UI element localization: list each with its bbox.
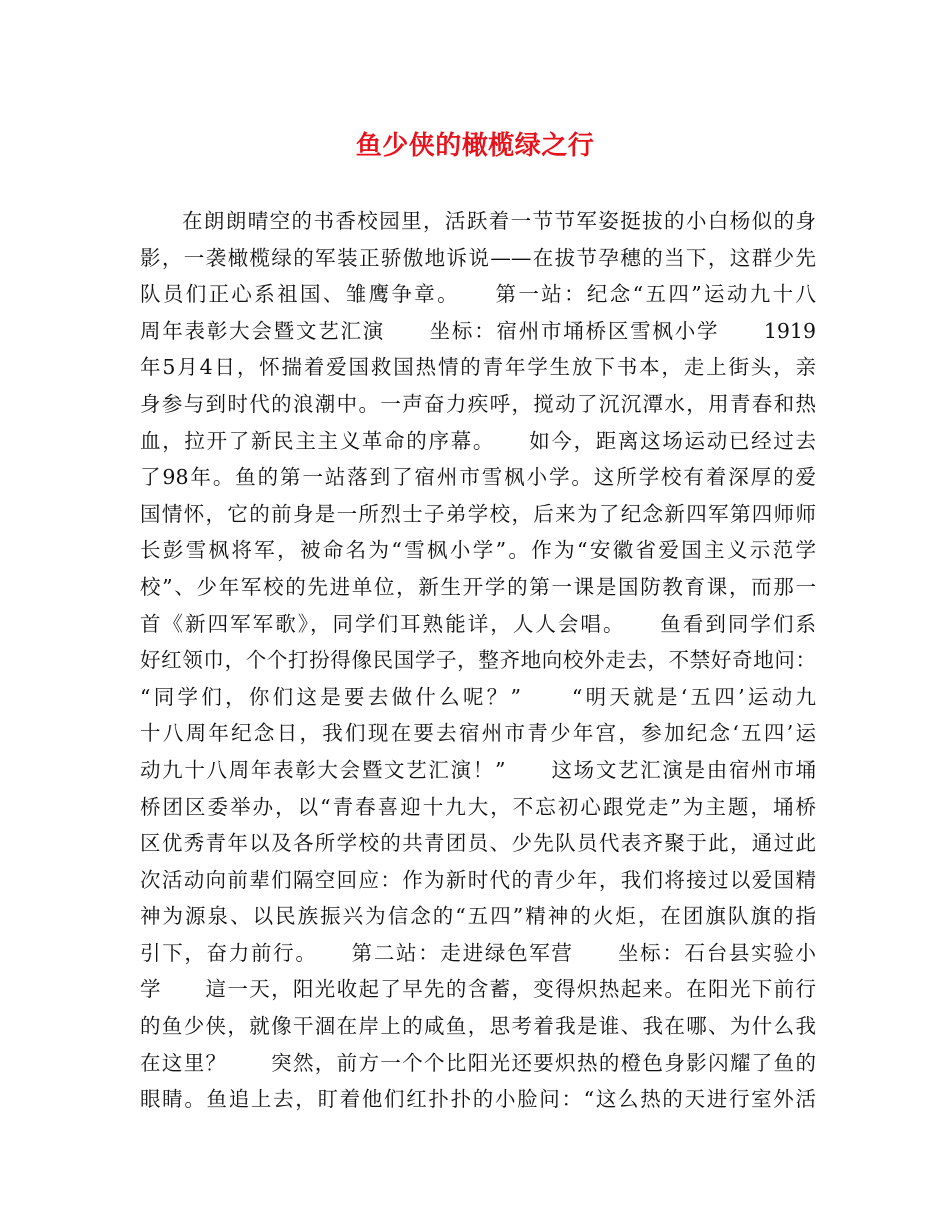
body-line: 动九十八周年表彰大会暨文艺汇演！” 这场文艺汇演是由宿州市埇: [140, 757, 816, 782]
body-line: 的鱼少侠，就像干涸在岸上的咸鱼，思考着我是谁、我在哪、为什么我: [140, 1014, 816, 1039]
body-line: 长彭雪枫将军，被命名为“雪枫小学”。作为“安徽省爱国主义示范学: [140, 538, 816, 563]
body-line: 了98年。鱼的第一站落到了宿州市雪枫小学。这所学校有着深厚的爱: [140, 465, 816, 490]
body-line: 校”、少年军校的先进单位，新生开学的第一课是国防教育课，而那一: [140, 574, 816, 599]
body-line: 区优秀青年以及各所学校的共青团员、少先队员代表齐聚于此，通过此: [140, 831, 816, 856]
body-line: 年5月4日，怀揣着爱国救国热情的青年学生放下书本，走上街头，亲: [140, 355, 816, 380]
document-title: 鱼少侠的橄榄绿之行: [355, 131, 595, 161]
body-line: 首《新四军军歌》，同学们耳熟能详，人人会唱。 鱼看到同学们系: [140, 611, 816, 636]
body-line: 队员们正心系祖国、雏鹰争章。 第一站：纪念“五四”运动九十八: [140, 282, 816, 307]
body-line: 学 這一天，阳光收起了早先的含蓄，变得炽热起来。在阳光下前行: [140, 977, 816, 1002]
body-line: “同学们，你们这是要去做什么呢？” “明天就是‘五四’运动九: [140, 684, 816, 709]
body-line: 引下，奋力前行。 第二站：走进绿色军营 坐标：石台县实验小: [140, 940, 816, 965]
body-line: 在这里？ 突然，前方一个个比阳光还要炽热的橙色身影闪耀了鱼的: [140, 1050, 816, 1075]
body-line: 十八周年纪念日，我们现在要去宿州市青少年宫，参加纪念‘五四’运: [140, 721, 816, 746]
body-line: 次活动向前辈们隔空回应：作为新时代的青少年，我们将接过以爱国精: [140, 867, 816, 892]
body-line: 影，一袭橄榄绿的军装正骄傲地诉说——在拔节孕穗的当下，这群少先: [140, 245, 816, 270]
body-line: 周年表彰大会暨文艺汇演 坐标：宿州市埇桥区雪枫小学 1919: [140, 318, 816, 343]
body-line: 国情怀，它的前身是一所烈士子弟学校，后来为了纪念新四军第四师师: [140, 501, 816, 526]
body-line: 身参与到时代的浪潮中。一声奋力疾呼，搅动了沉沉潭水，用青春和热: [140, 391, 816, 416]
document-body: [140, 203, 816, 1118]
body-line: 眼睛。鱼追上去，盯着他们红扑扑的小脸问：“这么热的天进行室外活: [140, 1087, 816, 1112]
body-line: 桥团区委举办，以“青春喜迎十九大，不忘初心跟党走”为主题，埇桥: [140, 794, 816, 819]
body-line: 在朗朗晴空的书香校园里，活跃着一节节军姿挺拔的小白杨似的身: [182, 209, 816, 233]
body-line: 神为源泉、以民族振兴为信念的“五四”精神的火炬，在团旗队旗的指: [140, 904, 816, 929]
body-line: 好红领巾，个个打扮得像民国学子，整齐地向校外走去，不禁好奇地问：: [140, 648, 816, 673]
body-line: 血，拉开了新民主主义革命的序幕。 如今，距离这场运动已经过去: [140, 428, 816, 453]
